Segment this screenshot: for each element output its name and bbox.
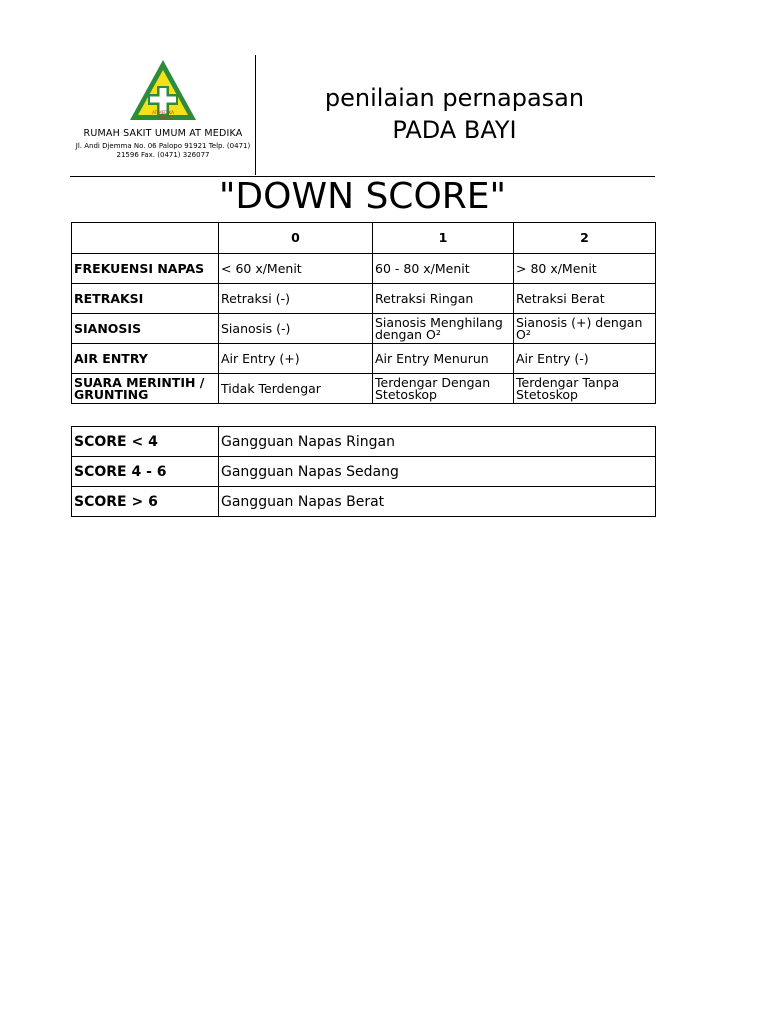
score-range-cell: SCORE > 6 [72,487,219,517]
score-1-cell: Terdengar Dengan Stetoskop [373,374,514,404]
table-row [72,254,656,284]
logo-text-bottom: PALOPO [155,115,171,120]
column-header: 2 [514,223,656,254]
parameter-cell: AIR ENTRY [72,344,219,374]
table-row [72,344,656,374]
score-0-cell: Retraksi (-) [219,284,373,314]
score-2-cell: Sianosis (+) dengan O² [514,314,656,344]
table-row [72,374,656,404]
score-2-cell: Terdengar Tanpa Stetoskop [514,374,656,404]
interpretation-cell: Gangguan Napas Sedang [219,457,656,487]
score-1-cell: Retraksi Ringan [373,284,514,314]
score-2-cell: Air Entry (-) [514,344,656,374]
down-score-table [71,222,656,404]
page-title-main: "DOWN SCORE" [218,176,507,217]
parameter-cell: FREKUENSI NAPAS [72,254,219,284]
column-header: 0 [219,223,373,254]
table-row [72,457,656,487]
hospital-header [70,58,256,160]
page-title-line2: PADA BAYI [392,116,517,144]
hospital-name: RUMAH SAKIT UMUM AT MEDIKA [83,128,243,139]
table-row [72,427,656,457]
table-row [72,487,656,517]
score-2-cell: Retraksi Berat [514,284,656,314]
score-interpretation-table [71,426,656,517]
column-header: 1 [373,223,514,254]
parameter-cell: SIANOSIS [72,314,219,344]
score-0-cell: Air Entry (+) [219,344,373,374]
score-0-cell: < 60 x/Menit [219,254,373,284]
score-0-cell: Tidak Terdengar [219,374,373,404]
column-header [72,223,219,254]
score-1-cell: Sianosis Menghilang dengan O² [373,314,514,344]
hospital-logo-icon [128,58,198,124]
page-title-line1: penilaian pernapasan [324,84,585,112]
interpretation-cell: Gangguan Napas Berat [219,487,656,517]
hospital-address: Jl. Andi Djemma No. 06 Palopo 91921 Telp. (0471) 21596 Fax. (0471) 326077 [75,142,251,159]
score-1-cell: 60 - 80 x/Menit [373,254,514,284]
table-header-row [72,223,656,254]
score-1-cell: Air Entry Menurun [373,344,514,374]
table-row [72,314,656,344]
score-range-cell: SCORE < 4 [72,427,219,457]
score-range-cell: SCORE 4 - 6 [72,457,219,487]
parameter-cell: SUARA MERINTIH / GRUNTING [72,374,219,404]
score-0-cell: Sianosis (-) [219,314,373,344]
header-vertical-divider [255,55,256,175]
interpretation-cell: Gangguan Napas Ringan [219,427,656,457]
parameter-cell: RETRAKSI [72,284,219,314]
logo-text-top: AT MEDIKA [152,110,174,115]
table-row [72,284,656,314]
score-2-cell: > 80 x/Menit [514,254,656,284]
